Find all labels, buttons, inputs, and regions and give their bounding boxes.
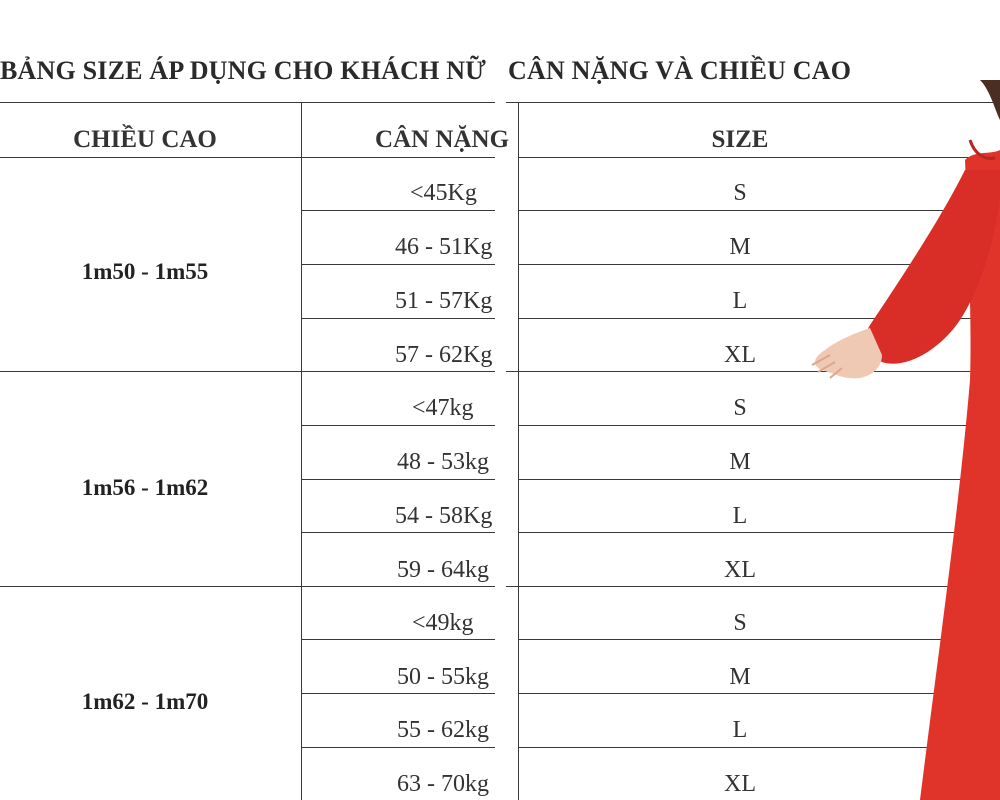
size-cell: L [732,503,748,529]
row-border [518,532,1000,533]
size-cell: XL [724,342,756,368]
row-border [301,425,495,426]
size-cell: S [733,610,747,636]
row-border [518,210,1000,211]
row-border [518,479,1000,480]
row-border [518,425,1000,426]
weight-cell: <47kg [412,395,474,421]
row-border [301,479,495,480]
row-border [301,318,495,319]
row-border [301,693,495,694]
weight-cell: 50 - 55kg [397,664,489,690]
size-cell: M [729,664,751,690]
row-border [301,264,495,265]
group-border [0,371,495,372]
weight-cell: 54 - 58Kg [395,503,493,529]
column-divider [518,102,519,800]
header-size: SIZE [711,126,769,153]
group-border [506,371,1000,372]
weight-cell: 55 - 62kg [397,717,489,743]
weight-cell: 46 - 51Kg [395,234,493,260]
row-border [301,747,495,748]
size-table-right [506,102,1000,800]
row-border [301,210,495,211]
row-border [301,532,495,533]
page-title-right: CÂN NẶNG VÀ CHIỀU CAO [508,56,852,85]
size-cell: XL [724,771,756,797]
row-border [518,747,1000,748]
height-range-3: 1m62 - 1m70 [81,689,209,714]
weight-cell: 51 - 57Kg [395,288,493,314]
header-border [0,157,495,158]
weight-cell: 59 - 64kg [397,557,489,583]
weight-cell: 57 - 62Kg [395,342,493,368]
height-range-1: 1m50 - 1m55 [81,259,209,284]
height-range-2: 1m56 - 1m62 [81,475,209,500]
size-cell: M [729,449,751,475]
size-cell: M [729,234,751,260]
size-cell: L [732,717,748,743]
size-cell: XL [724,557,756,583]
row-border [301,639,495,640]
weight-cell: <49kg [412,610,474,636]
row-border [518,639,1000,640]
size-cell: S [733,180,747,206]
size-table-left [0,102,510,800]
row-border [518,318,1000,319]
size-cell: S [733,395,747,421]
column-divider [301,102,302,800]
weight-cell: <45Kg [410,180,477,206]
header-height: CHIỀU CAO [73,126,217,153]
group-border [0,586,495,587]
size-cell: L [732,288,748,314]
group-border [506,586,1000,587]
header-weight: CÂN NẶNG [375,126,510,153]
row-border [518,693,1000,694]
row-border [518,264,1000,265]
weight-cell: 63 - 70kg [397,771,489,797]
header-border [518,157,1000,158]
page-title-left: BẢNG SIZE ÁP DỤNG CHO KHÁCH NỮ [0,56,487,85]
weight-cell: 48 - 53kg [397,449,489,475]
